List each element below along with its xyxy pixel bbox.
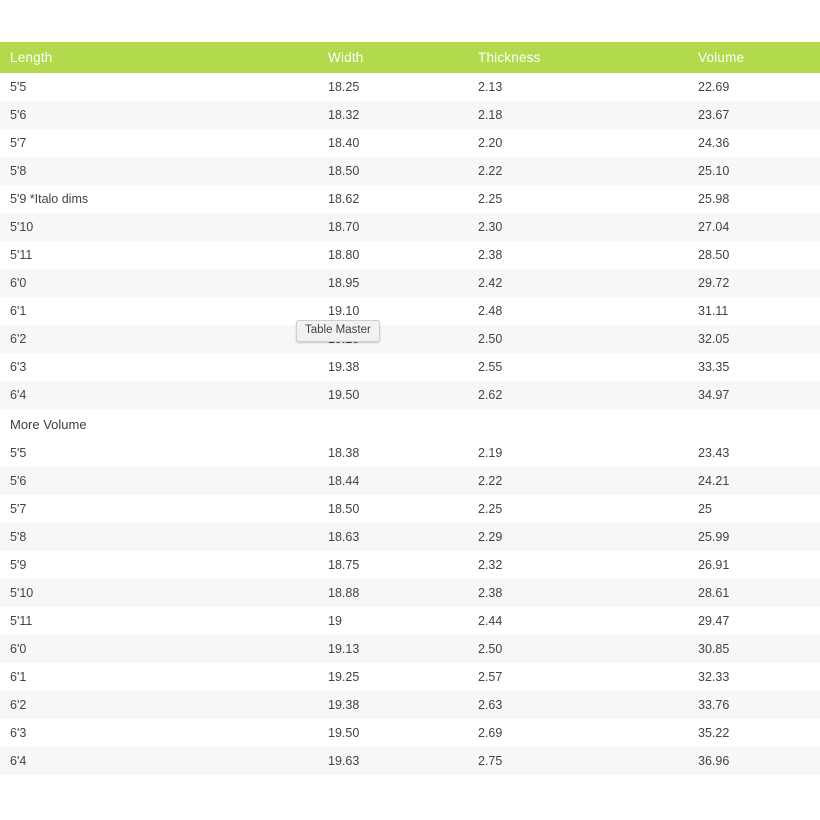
cell-thickness: 2.13	[470, 73, 690, 101]
cell-volume: 23.43	[690, 439, 820, 467]
table-body	[0, 73, 820, 775]
table-row[interactable]	[0, 691, 820, 719]
cell-width: 19.63	[320, 747, 470, 775]
cell-width: 18.75	[320, 551, 470, 579]
cell-width: 18.50	[320, 495, 470, 523]
cell-volume: 25.98	[690, 185, 820, 213]
cell-thickness: 2.57	[470, 663, 690, 691]
table-row[interactable]	[0, 635, 820, 663]
cell-thickness: 2.22	[470, 467, 690, 495]
cell-volume: 32.33	[690, 663, 820, 691]
cell-width: 18.40	[320, 129, 470, 157]
cell-thickness: 2.62	[470, 381, 690, 409]
cell-width: 19.38	[320, 691, 470, 719]
table-row[interactable]	[0, 607, 820, 635]
cell-length: 5'8	[0, 523, 320, 551]
cell-volume: 25	[690, 495, 820, 523]
table-row[interactable]	[0, 157, 820, 185]
cell-volume: 25.10	[690, 157, 820, 185]
cell-volume: 36.96	[690, 747, 820, 775]
cell-thickness: 2.69	[470, 719, 690, 747]
cell-length: 5'10	[0, 579, 320, 607]
cell-length: 5'6	[0, 101, 320, 129]
table-row[interactable]	[0, 73, 820, 101]
section-spacer	[470, 409, 690, 439]
table-row[interactable]	[0, 439, 820, 467]
cell-length: 6'2	[0, 691, 320, 719]
cell-length: 5'9 *Italo dims	[0, 185, 320, 213]
cell-length: 6'4	[0, 381, 320, 409]
cell-volume: 32.05	[690, 325, 820, 353]
table-row[interactable]	[0, 495, 820, 523]
cell-volume: 24.36	[690, 129, 820, 157]
cell-length: 6'0	[0, 635, 320, 663]
cell-length: 6'3	[0, 719, 320, 747]
table-master-tooltip: Table Master	[296, 320, 380, 342]
cell-length: 5'5	[0, 439, 320, 467]
cell-thickness: 2.38	[470, 579, 690, 607]
table-header-row	[0, 42, 820, 73]
cell-thickness: 2.30	[470, 213, 690, 241]
section-spacer	[320, 409, 470, 439]
cell-volume: 25.99	[690, 523, 820, 551]
cell-volume: 33.76	[690, 691, 820, 719]
cell-width: 18.50	[320, 157, 470, 185]
cell-volume: 27.04	[690, 213, 820, 241]
cell-width: 19	[320, 607, 470, 635]
cell-length: 5'9	[0, 551, 320, 579]
table-row[interactable]	[0, 523, 820, 551]
cell-volume: 28.61	[690, 579, 820, 607]
table-row[interactable]	[0, 551, 820, 579]
cell-width: 19.13	[320, 635, 470, 663]
cell-length: 6'1	[0, 663, 320, 691]
cell-volume: 31.11	[690, 297, 820, 325]
cell-length: 6'1	[0, 297, 320, 325]
cell-thickness: 2.63	[470, 691, 690, 719]
table-row[interactable]	[0, 129, 820, 157]
cell-thickness: 2.42	[470, 269, 690, 297]
cell-width: 19.50	[320, 381, 470, 409]
cell-length: 6'4	[0, 747, 320, 775]
cell-volume: 29.72	[690, 269, 820, 297]
section-spacer	[690, 409, 820, 439]
cell-thickness: 2.38	[470, 241, 690, 269]
cell-thickness: 2.44	[470, 607, 690, 635]
cell-width: 18.63	[320, 523, 470, 551]
column-header-volume[interactable]: Volume	[690, 42, 820, 73]
table-row[interactable]	[0, 663, 820, 691]
column-header-length[interactable]: Length	[0, 42, 320, 73]
cell-volume: 24.21	[690, 467, 820, 495]
cell-length: 5'5	[0, 73, 320, 101]
cell-volume: 28.50	[690, 241, 820, 269]
cell-thickness: 2.50	[470, 325, 690, 353]
table-row[interactable]	[0, 353, 820, 381]
table-row[interactable]	[0, 325, 820, 353]
table-row[interactable]	[0, 185, 820, 213]
cell-thickness: 2.25	[470, 185, 690, 213]
cell-length: 5'8	[0, 157, 320, 185]
cell-thickness: 2.50	[470, 635, 690, 663]
cell-volume: 30.85	[690, 635, 820, 663]
cell-width: 18.25	[320, 73, 470, 101]
cell-thickness: 2.75	[470, 747, 690, 775]
table-row[interactable]	[0, 719, 820, 747]
table-row[interactable]	[0, 467, 820, 495]
cell-width: 18.38	[320, 439, 470, 467]
cell-length: 6'0	[0, 269, 320, 297]
table-row[interactable]	[0, 213, 820, 241]
column-header-thickness[interactable]: Thickness	[470, 42, 690, 73]
cell-thickness: 2.22	[470, 157, 690, 185]
cell-width: 18.80	[320, 241, 470, 269]
section-heading-row	[0, 409, 820, 439]
cell-length: 5'6	[0, 467, 320, 495]
cell-thickness: 2.25	[470, 495, 690, 523]
cell-width: 18.32	[320, 101, 470, 129]
cell-thickness: 2.20	[470, 129, 690, 157]
section-label: More Volume	[0, 409, 320, 439]
cell-width: 18.44	[320, 467, 470, 495]
cell-thickness: 2.48	[470, 297, 690, 325]
column-header-width[interactable]: Width	[320, 42, 470, 73]
table-row[interactable]	[0, 101, 820, 129]
cell-volume: 22.69	[690, 73, 820, 101]
cell-width: 19.50	[320, 719, 470, 747]
cell-thickness: 2.29	[470, 523, 690, 551]
table-row[interactable]	[0, 579, 820, 607]
cell-volume: 35.22	[690, 719, 820, 747]
cell-width: 18.70	[320, 213, 470, 241]
cell-width: 18.95	[320, 269, 470, 297]
cell-thickness: 2.19	[470, 439, 690, 467]
cell-width: 18.62	[320, 185, 470, 213]
cell-length: 5'7	[0, 495, 320, 523]
cell-width: 19.25	[320, 663, 470, 691]
cell-volume: 26.91	[690, 551, 820, 579]
cell-volume: 33.35	[690, 353, 820, 381]
table-row[interactable]	[0, 747, 820, 775]
cell-volume: 23.67	[690, 101, 820, 129]
cell-length: 5'10	[0, 213, 320, 241]
cell-width: 18.88	[320, 579, 470, 607]
cell-width: 19.38	[320, 353, 470, 381]
table-row[interactable]	[0, 241, 820, 269]
table-row[interactable]	[0, 381, 820, 409]
dimensions-table	[0, 42, 820, 775]
cell-thickness: 2.32	[470, 551, 690, 579]
cell-length: 5'7	[0, 129, 320, 157]
cell-thickness: 2.18	[470, 101, 690, 129]
cell-length: 6'2	[0, 325, 320, 353]
table-row[interactable]	[0, 297, 820, 325]
cell-volume: 34.97	[690, 381, 820, 409]
table-header	[0, 42, 820, 73]
cell-length: 5'11	[0, 607, 320, 635]
cell-volume: 29.47	[690, 607, 820, 635]
table-row[interactable]	[0, 269, 820, 297]
cell-thickness: 2.55	[470, 353, 690, 381]
cell-length: 5'11	[0, 241, 320, 269]
cell-width: 19.10	[320, 297, 470, 325]
cell-length: 6'3	[0, 353, 320, 381]
